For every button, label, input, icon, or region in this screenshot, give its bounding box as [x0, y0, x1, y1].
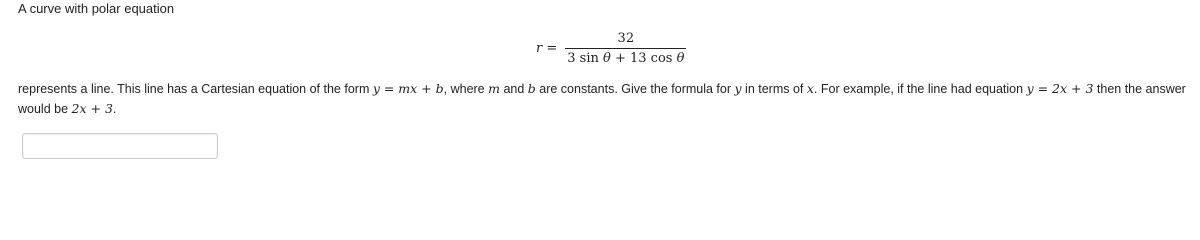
math-y: y: [734, 81, 742, 96]
math-b: b: [527, 81, 536, 96]
question-intro: A curve with polar equation: [18, 1, 175, 16]
theta-symbol: θ: [603, 50, 611, 66]
body-text-segment: are constants. Give the formula for: [535, 82, 735, 96]
body-text-segment: .: [112, 102, 117, 116]
math-example-equation: y = 2x + 3: [1026, 81, 1094, 96]
body-text-segment: , where: [443, 82, 489, 96]
math-example-answer: 2x + 3: [71, 101, 113, 116]
question-body: [18, 79, 1192, 119]
math-m: m: [488, 81, 500, 96]
answer-input[interactable]: [22, 133, 218, 159]
body-text-segment: . For example, if the line had equation: [813, 82, 1027, 96]
math-x: x: [806, 81, 814, 96]
body-text-segment: then the answer would be: [18, 82, 1186, 116]
body-text-segment: and: [499, 82, 528, 96]
body-text-segment: in terms of: [741, 82, 807, 96]
fraction-numerator: 32: [617, 30, 635, 46]
body-text-segment: represents a line. This line has a Cartesian equation of the form: [18, 82, 373, 96]
denominator-cos-term: + 13 cos: [610, 50, 677, 66]
math-line-form: y = mx + b: [372, 81, 444, 96]
equation-fraction: [565, 31, 686, 66]
polar-equation: [536, 30, 686, 66]
denominator-sin-term: 3 sin: [567, 50, 603, 66]
theta-symbol: θ: [676, 50, 685, 66]
equation-lhs: r =: [536, 40, 558, 56]
fraction-denominator: [565, 49, 686, 66]
